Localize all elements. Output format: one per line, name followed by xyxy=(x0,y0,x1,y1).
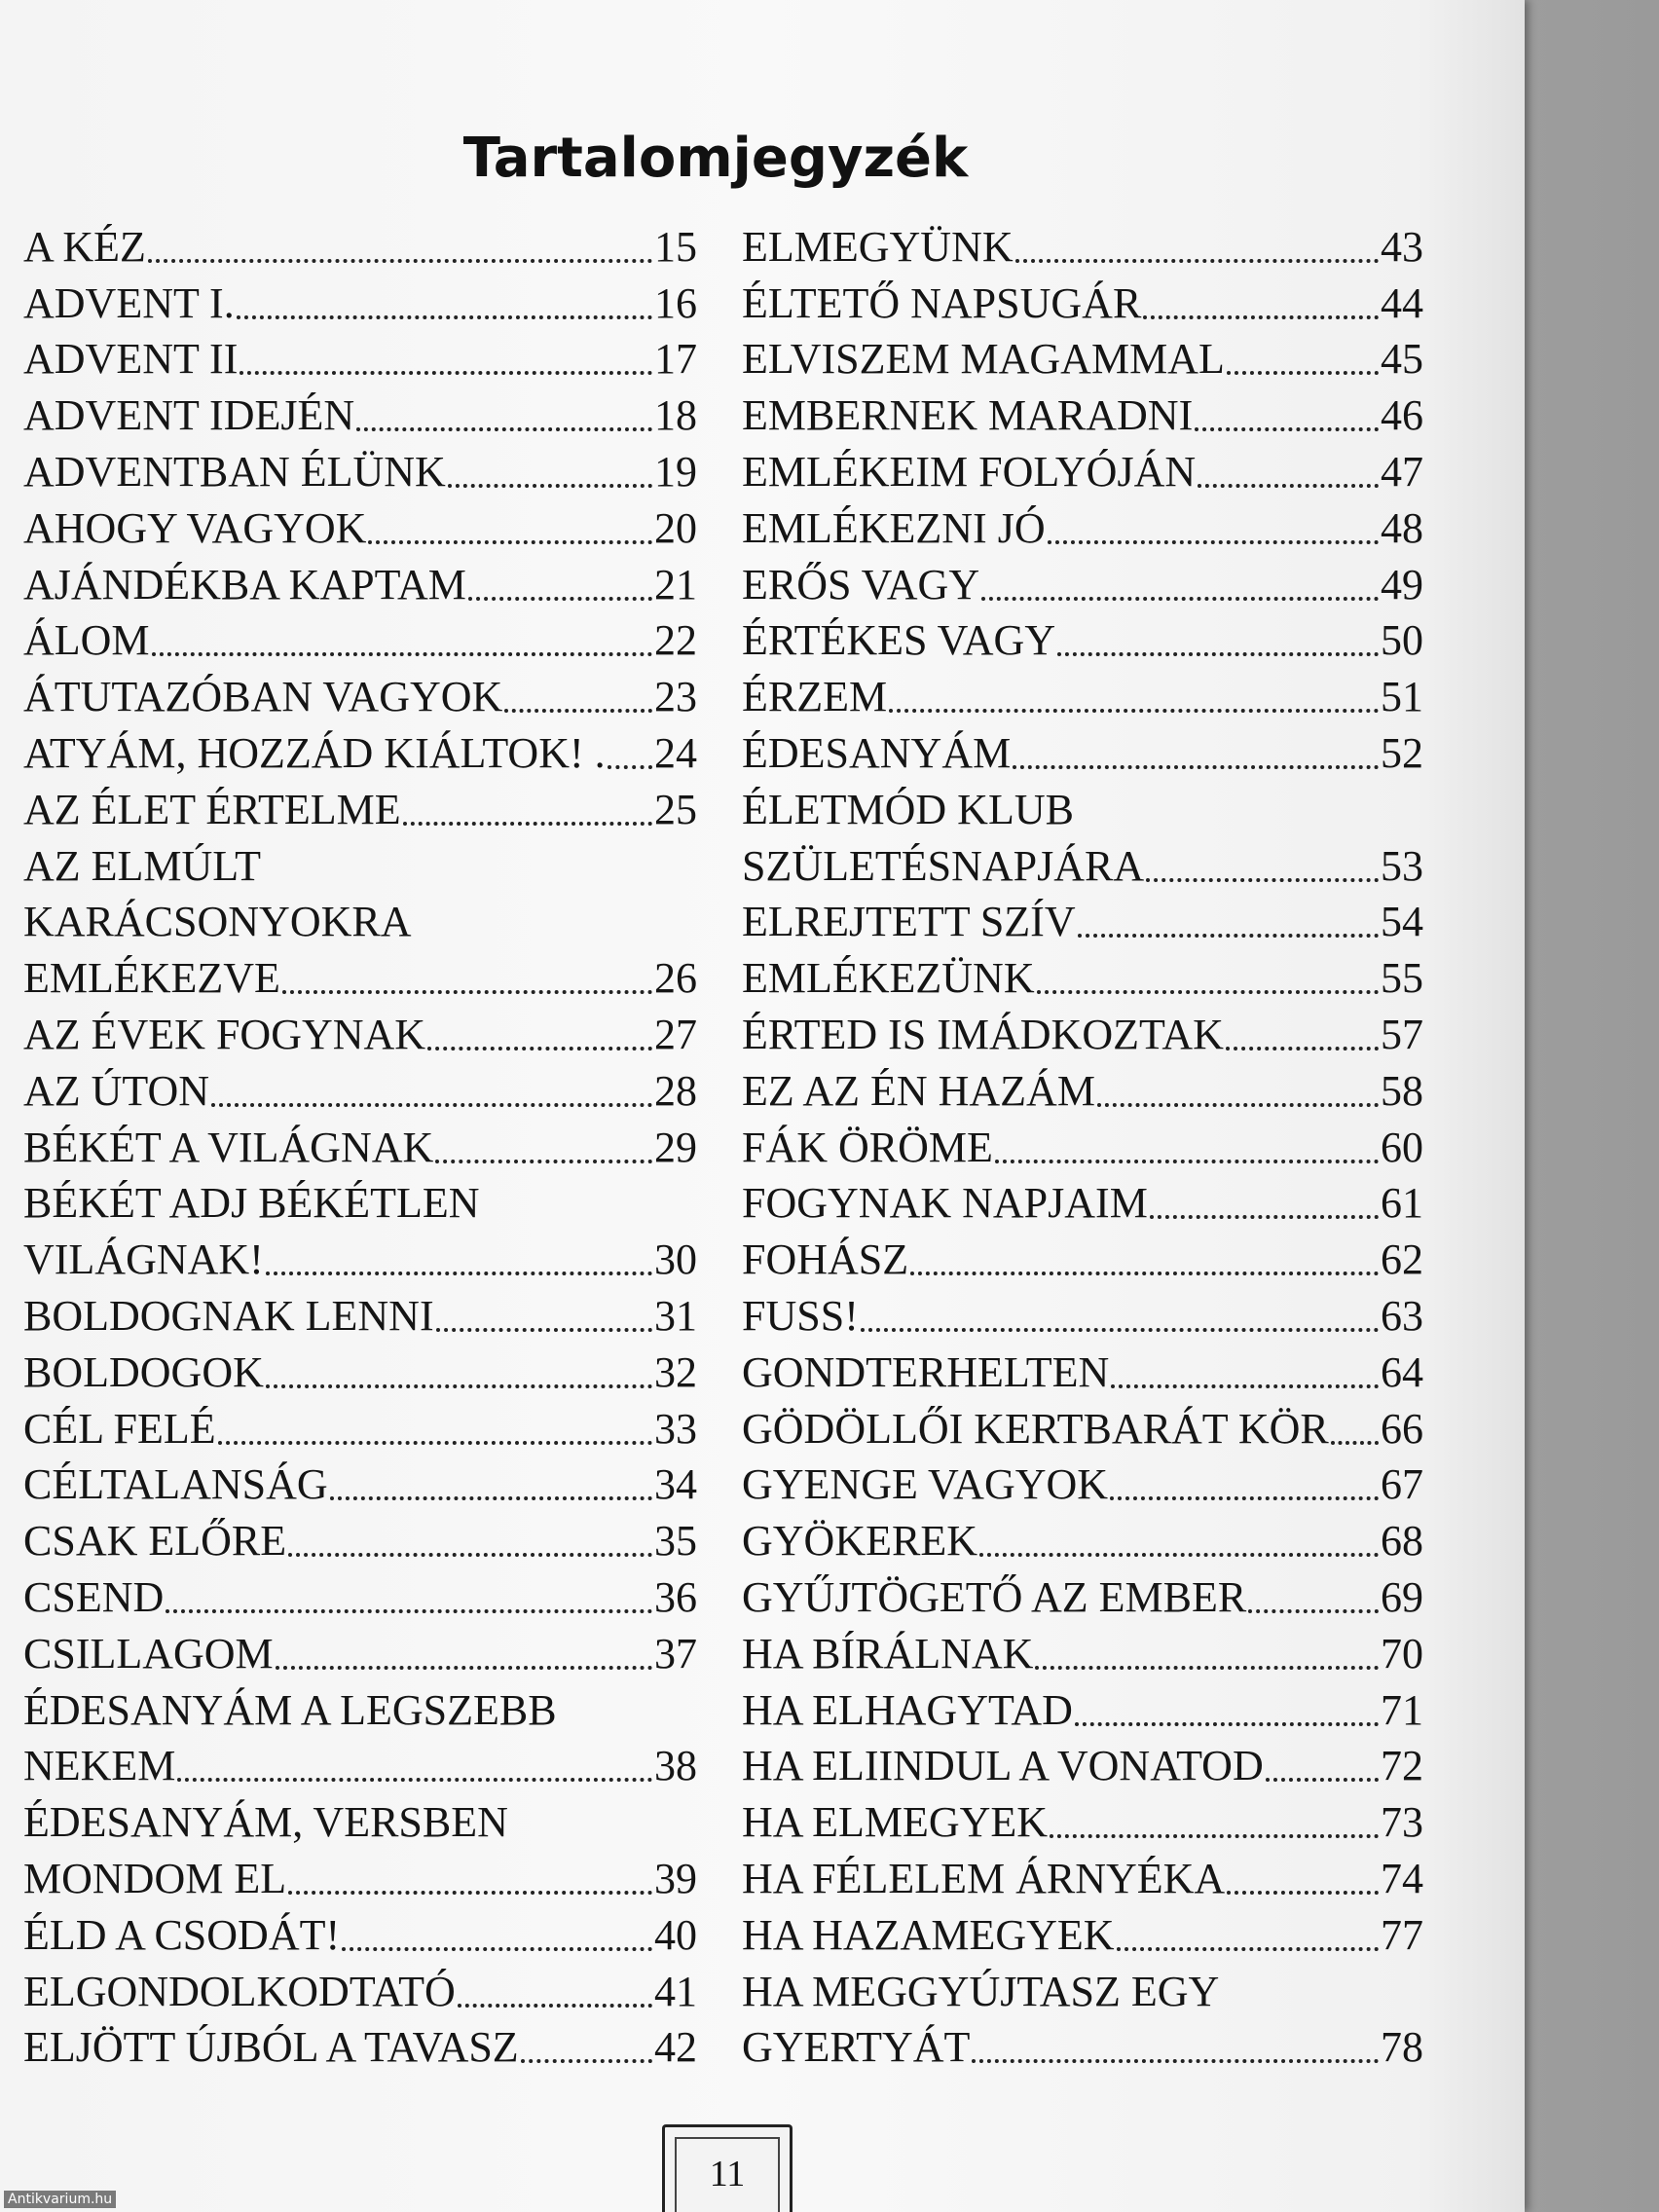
toc-entry-page: 34 xyxy=(654,1460,697,1509)
toc-entry-title: EMBERNEK MARADNI xyxy=(742,391,1194,440)
toc-entry xyxy=(23,1285,697,1342)
toc-entry-title: ÉLTETŐ NAPSUGÁR xyxy=(742,278,1142,327)
toc-entry-page: 54 xyxy=(1381,898,1423,946)
dot-leader xyxy=(330,1496,652,1500)
toc-entry-title: ÉLETMÓD KLUB xyxy=(742,785,1074,833)
toc-entry-page: 78 xyxy=(1381,2023,1423,2072)
toc-entry xyxy=(23,666,697,722)
toc-entry-title: HA HAZAMEGYEK xyxy=(742,1910,1115,1959)
toc-entry-page: 57 xyxy=(1381,1010,1423,1058)
toc-entry xyxy=(742,1060,1423,1117)
toc-entry-title: AZ ÚTON xyxy=(23,1066,210,1115)
toc-entry-title: BOLDOGNAK LENNI xyxy=(23,1291,434,1340)
toc-entry-page: 46 xyxy=(1381,391,1423,440)
dot-leader xyxy=(981,597,1379,601)
dot-leader xyxy=(1111,1384,1379,1388)
toc-entry-page: 30 xyxy=(654,1235,697,1284)
dot-leader xyxy=(427,1047,652,1051)
toc-entry-page: 22 xyxy=(654,616,697,665)
dot-leader xyxy=(1117,1947,1379,1951)
toc-entry-title: CÉL FELÉ xyxy=(23,1404,216,1453)
toc-entry-title: HA BÍRÁLNAK xyxy=(742,1629,1034,1677)
dot-leader xyxy=(1078,934,1379,938)
toc-entry-page: 70 xyxy=(1381,1629,1423,1677)
dot-leader xyxy=(889,709,1379,713)
toc-entry-title: ATYÁM, HOZZÁD KIÁLTOK! . xyxy=(23,728,606,777)
toc-entry xyxy=(23,554,697,610)
toc-entry-page: 27 xyxy=(654,1010,697,1058)
page-number-frame xyxy=(662,2124,793,2212)
dot-leader xyxy=(356,427,652,431)
dot-leader xyxy=(288,1553,652,1557)
toc-entry xyxy=(23,1229,697,1285)
toc-entry-page: 71 xyxy=(1381,1685,1423,1734)
toc-entry xyxy=(742,1679,1423,1736)
dot-leader xyxy=(1075,1722,1379,1726)
toc-entry-page: 39 xyxy=(654,1854,697,1902)
dot-leader xyxy=(995,1160,1379,1163)
dot-leader xyxy=(468,597,652,601)
toc-entry-title: SZÜLETÉSNAPJÁRA xyxy=(742,841,1145,890)
toc-entry-page: 55 xyxy=(1381,954,1423,1003)
toc-entry-page: 68 xyxy=(1381,1517,1423,1566)
toc-entry xyxy=(742,892,1423,948)
toc-entry-page: 66 xyxy=(1381,1404,1423,1453)
toc-entry xyxy=(23,1060,697,1117)
dot-leader xyxy=(979,1553,1379,1557)
dot-leader xyxy=(342,1947,652,1951)
dot-leader xyxy=(152,652,652,656)
dot-leader xyxy=(148,259,652,263)
dot-leader xyxy=(1143,315,1379,319)
toc-entry-title: ELVISZEM MAGAMMAL xyxy=(742,335,1225,384)
toc-entry-title: HA ELIINDUL A VONATOD xyxy=(742,1742,1264,1790)
watermark: Antikvarium.hu xyxy=(4,2191,116,2208)
toc-entry-page: 50 xyxy=(1381,616,1423,665)
dot-leader xyxy=(282,990,652,994)
toc-entry xyxy=(742,1117,1423,1173)
toc-entry-page: 26 xyxy=(654,954,697,1003)
toc-entry xyxy=(742,441,1423,498)
toc-entry xyxy=(742,1229,1423,1285)
toc-entry xyxy=(742,329,1423,386)
toc-entry-title: EMLÉKEIM FOLYÓJÁN xyxy=(742,447,1197,496)
toc-entry xyxy=(23,722,697,779)
toc-entry xyxy=(742,666,1423,722)
toc-entry-title: BÉKÉT A VILÁGNAK xyxy=(23,1123,434,1171)
toc-entry-title: FOGYNAK NAPJAIM xyxy=(742,1179,1148,1228)
toc-entry-title: HA MEGGYÚJTASZ EGY xyxy=(742,1967,1220,2015)
toc-entry xyxy=(23,385,697,441)
toc-entry-title: ÉDESANYÁM A LEGSZEBB xyxy=(23,1685,557,1734)
toc-entry xyxy=(742,1904,1423,1961)
dot-leader xyxy=(458,2004,652,2008)
dot-leader xyxy=(1227,371,1379,375)
toc-entry-page: 40 xyxy=(654,1910,697,1959)
toc-entry-title: GYERTYÁT xyxy=(742,2023,971,2072)
toc-entry-title: ADVENT IDEJÉN xyxy=(23,391,355,440)
toc-entry xyxy=(23,1961,697,2017)
toc-entry-page: 42 xyxy=(654,2023,697,2072)
toc-entry-page: 58 xyxy=(1381,1066,1423,1115)
toc-entry-page: 21 xyxy=(654,560,697,608)
dot-leader xyxy=(1331,1441,1379,1445)
dot-leader xyxy=(368,540,652,544)
toc-entry-page: 52 xyxy=(1381,728,1423,777)
toc-entry xyxy=(23,273,697,329)
toc-entry xyxy=(23,892,697,948)
toc-entry xyxy=(742,273,1423,329)
toc-entry-page: 29 xyxy=(654,1123,697,1171)
toc-entry xyxy=(23,1004,697,1060)
toc-entry-page: 25 xyxy=(654,785,697,833)
toc-entry-title: ELMEGYÜNK xyxy=(742,222,1014,271)
toc-entry xyxy=(742,1342,1423,1398)
toc-entry xyxy=(23,2017,697,2074)
toc-entry-page: 15 xyxy=(654,222,697,271)
toc-entry-title: FÁK ÖRÖME xyxy=(742,1123,993,1171)
dot-leader xyxy=(435,1160,652,1163)
page-number: 11 xyxy=(709,2154,746,2194)
toc-entry-title: CSAK ELŐRE xyxy=(23,1517,287,1566)
toc-entry-page: 73 xyxy=(1381,1798,1423,1847)
toc-entry-title: VILÁGNAK! xyxy=(23,1235,264,1284)
dot-leader xyxy=(1037,990,1379,994)
toc-column-left xyxy=(23,216,697,2073)
toc-entry-title: HA ELMEGYEK xyxy=(742,1798,1049,1847)
toc-entry-page: 17 xyxy=(654,335,697,384)
toc-entry xyxy=(742,216,1423,273)
toc-entry-title: ÉRZEM xyxy=(742,673,888,721)
toc-entry xyxy=(742,779,1423,835)
toc-entry xyxy=(23,1398,697,1455)
dot-leader xyxy=(448,484,652,488)
dot-leader xyxy=(608,765,652,769)
toc-entry xyxy=(23,1117,697,1173)
toc-entry xyxy=(23,947,697,1004)
page-title: Tartalomjegyzék xyxy=(462,126,969,190)
toc-entry-title: EMLÉKEZNI JÓ xyxy=(742,503,1046,552)
toc-entry-title: CÉLTALANSÁG xyxy=(23,1460,328,1509)
dot-leader xyxy=(403,822,652,826)
toc-entry-page: 63 xyxy=(1381,1291,1423,1340)
toc-entry xyxy=(742,1004,1423,1060)
toc-entry-title: BÉKÉT ADJ BÉKÉTLEN xyxy=(23,1179,480,1228)
toc-entry-title: GONDTERHELTEN xyxy=(742,1347,1110,1396)
toc-entry-title: ÉLD A CSODÁT! xyxy=(23,1910,341,1959)
toc-entry-title: ÉDESANYÁM, VERSBEN xyxy=(23,1798,508,1847)
toc-entry-title: ÁTUTAZÓBAN VAGYOK xyxy=(23,673,503,721)
dot-leader xyxy=(1146,878,1379,882)
toc-entry-title: FOHÁSZ xyxy=(742,1235,909,1284)
toc-entry xyxy=(742,1736,1423,1792)
toc-entry xyxy=(23,1623,697,1679)
dot-leader xyxy=(1110,1496,1379,1500)
toc-entry-page: 31 xyxy=(654,1291,697,1340)
toc-column-right xyxy=(742,216,1423,2073)
toc-entry xyxy=(23,1848,697,1904)
toc-entry-page: 37 xyxy=(654,1629,697,1677)
toc-entry-title: AZ ÉVEK FOGYNAK xyxy=(23,1010,426,1058)
toc-entry-title: ELGONDOLKODTATÓ xyxy=(23,1967,456,2015)
toc-entry xyxy=(742,554,1423,610)
toc-entry-page: 47 xyxy=(1381,447,1423,496)
dot-leader xyxy=(1057,652,1379,656)
dot-leader xyxy=(1015,259,1379,263)
toc-entry xyxy=(23,1679,697,1736)
toc-entry-page: 62 xyxy=(1381,1235,1423,1284)
dot-leader xyxy=(240,371,652,375)
toc-entry-page: 74 xyxy=(1381,1854,1423,1902)
toc-entry-page: 28 xyxy=(654,1066,697,1115)
dot-leader xyxy=(972,2059,1379,2063)
toc-entry-page: 61 xyxy=(1381,1179,1423,1228)
toc-entry xyxy=(742,1173,1423,1230)
toc-entry-title: NEKEM xyxy=(23,1742,176,1790)
toc-entry-title: ELJÖTT ÚJBÓL A TAVASZ xyxy=(23,2023,519,2072)
toc-entry xyxy=(23,1455,697,1511)
toc-entry-page: 69 xyxy=(1381,1572,1423,1621)
dot-leader xyxy=(276,1666,652,1670)
toc-entry-title: ELREJTETT SZÍV xyxy=(742,898,1076,946)
toc-entry xyxy=(742,722,1423,779)
dot-leader xyxy=(1227,1891,1379,1895)
toc-entry-title: BOLDOGOK xyxy=(23,1347,264,1396)
toc-entry xyxy=(742,1848,1423,1904)
toc-entry-page: 45 xyxy=(1381,335,1423,384)
toc-entry-title: AZ ELMÚLT xyxy=(23,841,262,890)
toc-entry-page: 67 xyxy=(1381,1460,1423,1509)
dot-leader xyxy=(1097,1103,1379,1107)
toc-entry xyxy=(23,216,697,273)
toc-entry-page: 53 xyxy=(1381,841,1423,890)
toc-entry-title: ÁLOM xyxy=(23,616,150,665)
toc-entry-page: 43 xyxy=(1381,222,1423,271)
toc-entry-title: GYÖKEREK xyxy=(742,1517,977,1566)
toc-entry-title: AZ ÉLET ÉRTELME xyxy=(23,785,401,833)
toc-entry xyxy=(23,1791,697,1848)
toc-entry-title: CSEND xyxy=(23,1572,165,1621)
toc-entry-page: 44 xyxy=(1381,278,1423,327)
toc-entry xyxy=(742,835,1423,892)
toc-entry xyxy=(742,1398,1423,1455)
toc-entry xyxy=(23,441,697,498)
dot-leader xyxy=(861,1328,1379,1332)
toc-entry-title: A KÉZ xyxy=(23,222,146,271)
dot-leader xyxy=(288,1891,652,1895)
toc-entry xyxy=(742,1285,1423,1342)
toc-entry-page: 49 xyxy=(1381,560,1423,608)
toc-entry-page: 32 xyxy=(654,1347,697,1396)
dot-leader xyxy=(1266,1778,1379,1782)
toc-entry-title: CSILLAGOM xyxy=(23,1629,274,1677)
toc-entry-page: 23 xyxy=(654,673,697,721)
toc-entry-title: GYŰJTÖGETŐ AZ EMBER xyxy=(742,1572,1247,1621)
toc-entry xyxy=(23,1173,697,1230)
toc-entry-title: ADVENTBAN ÉLÜNK xyxy=(23,447,446,496)
toc-entry xyxy=(23,329,697,386)
dot-leader xyxy=(218,1441,652,1445)
dot-leader xyxy=(211,1103,652,1107)
toc-entry xyxy=(23,1342,697,1398)
toc-entry-title: KARÁCSONYOKRA xyxy=(23,898,412,946)
toc-entry xyxy=(23,1904,697,1961)
toc-entry-title: EMLÉKEZÜNK xyxy=(742,954,1035,1003)
toc-entry-title: GYENGE VAGYOK xyxy=(742,1460,1109,1509)
toc-entry-title: ERŐS VAGY xyxy=(742,560,980,608)
toc-entry-page: 36 xyxy=(654,1572,697,1621)
dot-leader xyxy=(1226,1047,1379,1051)
toc-entry-page: 35 xyxy=(654,1517,697,1566)
dot-leader xyxy=(266,1272,652,1275)
dot-leader xyxy=(521,2059,652,2063)
toc-entry xyxy=(742,498,1423,554)
toc-entry xyxy=(742,1567,1423,1623)
toc-entry xyxy=(742,1455,1423,1511)
toc-entry xyxy=(23,1567,697,1623)
toc-entry-page: 77 xyxy=(1381,1910,1423,1959)
dot-leader xyxy=(1048,540,1379,544)
toc-entry-page: 41 xyxy=(654,1967,697,2015)
toc-entry xyxy=(742,385,1423,441)
dot-leader xyxy=(177,1778,652,1782)
dot-leader xyxy=(166,1609,652,1613)
toc-entry-title: EMLÉKEZVE xyxy=(23,954,280,1003)
toc-entry xyxy=(742,1623,1423,1679)
toc-entry xyxy=(23,610,697,667)
toc-entry xyxy=(23,1510,697,1567)
toc-entry-page: 38 xyxy=(654,1742,697,1790)
dot-leader xyxy=(1050,1834,1379,1838)
dot-leader xyxy=(1013,765,1379,769)
dot-leader xyxy=(504,709,652,713)
toc-entry-page: 16 xyxy=(654,278,697,327)
toc-entry xyxy=(742,1510,1423,1567)
toc-entry xyxy=(23,498,697,554)
dot-leader xyxy=(1150,1215,1379,1219)
toc-entry-title: AHOGY VAGYOK xyxy=(23,503,367,552)
toc-entry-title: ADVENT II xyxy=(23,335,239,384)
dot-leader xyxy=(910,1272,1379,1275)
toc-entry-title: EZ AZ ÉN HAZÁM xyxy=(742,1066,1095,1115)
toc-entry xyxy=(742,610,1423,667)
dot-leader xyxy=(1195,427,1379,431)
toc-entry-page: 18 xyxy=(654,391,697,440)
toc-entry-page: 72 xyxy=(1381,1742,1423,1790)
toc-entry-title: MONDOM EL xyxy=(23,1854,287,1902)
toc-entry xyxy=(742,2017,1423,2074)
dot-leader xyxy=(266,1384,652,1388)
toc-entry-page: 24 xyxy=(654,728,697,777)
toc-entry-title: GÖDÖLLŐI KERTBARÁT KÖR xyxy=(742,1404,1329,1453)
dot-leader xyxy=(436,1328,652,1332)
toc-entry-title: HA ELHAGYTAD xyxy=(742,1685,1073,1734)
toc-entry xyxy=(742,1791,1423,1848)
toc-entry-title: HA FÉLELEM ÁRNYÉKA xyxy=(742,1854,1226,1902)
toc-entry xyxy=(23,779,697,835)
dot-leader xyxy=(237,315,652,319)
toc-entry-title: AJÁNDÉKBA KAPTAM xyxy=(23,560,466,608)
toc-entry-page: 51 xyxy=(1381,673,1423,721)
toc-entry-title: FUSS! xyxy=(742,1291,859,1340)
toc-entry-page: 20 xyxy=(654,503,697,552)
toc-entry-page: 19 xyxy=(654,447,697,496)
toc-entry-page: 33 xyxy=(654,1404,697,1453)
toc-entry-title: ADVENT I. xyxy=(23,278,235,327)
toc-entry xyxy=(23,1736,697,1792)
toc-entry xyxy=(742,947,1423,1004)
toc-entry-page: 64 xyxy=(1381,1347,1423,1396)
toc-entry-title: ÉDESANYÁM xyxy=(742,728,1012,777)
toc-entry xyxy=(23,835,697,892)
toc-entry-title: ÉRTÉKES VAGY xyxy=(742,616,1056,665)
toc-entry xyxy=(742,1961,1423,2017)
dot-leader xyxy=(1248,1609,1379,1613)
toc-entry-title: ÉRTED IS IMÁDKOZTAK xyxy=(742,1010,1224,1058)
dot-leader xyxy=(1035,1666,1379,1670)
dot-leader xyxy=(1198,484,1379,488)
toc-entry-page: 60 xyxy=(1381,1123,1423,1171)
toc-entry-page: 48 xyxy=(1381,503,1423,552)
